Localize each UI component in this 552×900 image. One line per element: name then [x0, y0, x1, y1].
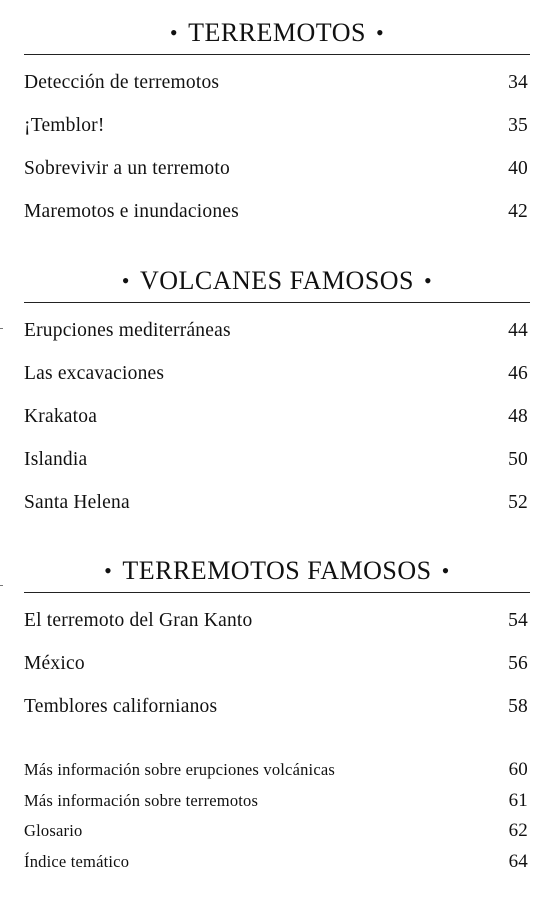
toc-entry-page: 56 — [508, 653, 528, 674]
toc-entry-title: El terremoto del Gran Kanto — [24, 610, 253, 631]
appendix-entry-title: Glosario — [24, 821, 83, 840]
toc-entry-page: 58 — [508, 696, 528, 717]
appendix-entry-page: 62 — [508, 820, 528, 841]
section-heading — [24, 266, 530, 296]
bullet-icon: • — [104, 558, 113, 583]
section-heading — [24, 18, 530, 48]
scan-mark — [0, 585, 3, 586]
section-volcanes-famosos — [24, 266, 530, 524]
toc-entry-page: 54 — [508, 610, 528, 631]
section-heading-text: TERREMOTOS — [188, 18, 366, 47]
bullet-icon: • — [424, 268, 433, 293]
toc-entry-page: 46 — [508, 363, 528, 384]
toc-entry-title: Maremotos e inundaciones — [24, 201, 239, 222]
bullet-icon: • — [441, 558, 450, 583]
section-divider — [24, 592, 530, 593]
toc-entry[interactable] — [24, 685, 530, 728]
toc-entry[interactable] — [24, 438, 530, 481]
toc-entry[interactable] — [24, 599, 530, 642]
toc-entry[interactable] — [24, 395, 530, 438]
section-heading-text: VOLCANES FAMOSOS — [139, 266, 415, 295]
section-heading — [24, 556, 530, 586]
toc-entry-page: 34 — [508, 72, 528, 93]
toc-entry[interactable] — [24, 481, 530, 524]
toc-entry-title: Temblores californianos — [24, 696, 218, 717]
toc-entry-page: 48 — [508, 406, 528, 427]
bullet-icon: • — [169, 20, 179, 45]
appendix-entry-page: 61 — [508, 789, 528, 811]
toc-entry[interactable] — [24, 309, 530, 352]
appendix-entry-title: Más información sobre erupciones volcánicas — [24, 760, 335, 779]
toc-entry-page: 52 — [508, 492, 528, 513]
toc-entry-title: Sobrevivir a un terremoto — [24, 158, 230, 179]
toc-entry[interactable] — [24, 190, 530, 233]
appendix-entry-title: Más información sobre terremotos — [24, 790, 259, 810]
bullet-icon: • — [121, 268, 130, 293]
toc-entry-title: Krakatoa — [24, 406, 98, 427]
toc-entry-title: Erupciones mediterráneas — [24, 320, 231, 341]
appendix-entry-page: 64 — [508, 850, 528, 872]
toc-entry-page: 42 — [508, 201, 528, 222]
toc-entry[interactable] — [24, 104, 530, 147]
section-heading-text: TERREMOTOS FAMOSOS — [122, 556, 432, 585]
toc-entry[interactable] — [24, 642, 530, 685]
toc-entry-page: 35 — [508, 115, 528, 136]
toc-entry-title: ¡Temblor! — [24, 115, 105, 136]
toc-entry-page: 44 — [508, 320, 528, 341]
appendix-list — [24, 755, 530, 877]
appendix-entry[interactable] — [24, 847, 530, 878]
section-divider — [24, 54, 530, 55]
toc-entry[interactable] — [24, 352, 530, 395]
appendix-entry-title: Índice temático — [24, 851, 130, 871]
toc-entry-title: México — [24, 653, 85, 674]
appendix-entry[interactable] — [24, 816, 530, 847]
section-divider — [24, 302, 530, 303]
appendix-entry[interactable] — [24, 786, 530, 817]
appendix-entry-page: 60 — [508, 759, 528, 780]
toc-entry-title: Islandia — [24, 449, 88, 470]
toc-entry-title: Detección de terremotos — [24, 72, 220, 93]
toc-entry[interactable] — [24, 147, 530, 190]
toc-entry-title: Las excavaciones — [24, 363, 165, 384]
toc-entry-page: 40 — [508, 158, 528, 179]
section-terremotos-famosos — [24, 556, 530, 728]
toc-entry[interactable] — [24, 61, 530, 104]
toc-entry-page: 50 — [508, 449, 528, 470]
toc-entry-title: Santa Helena — [24, 492, 130, 513]
bullet-icon: • — [375, 20, 385, 45]
appendix-entry[interactable] — [24, 755, 530, 786]
section-terremotos — [24, 18, 530, 233]
scan-mark — [0, 328, 3, 329]
